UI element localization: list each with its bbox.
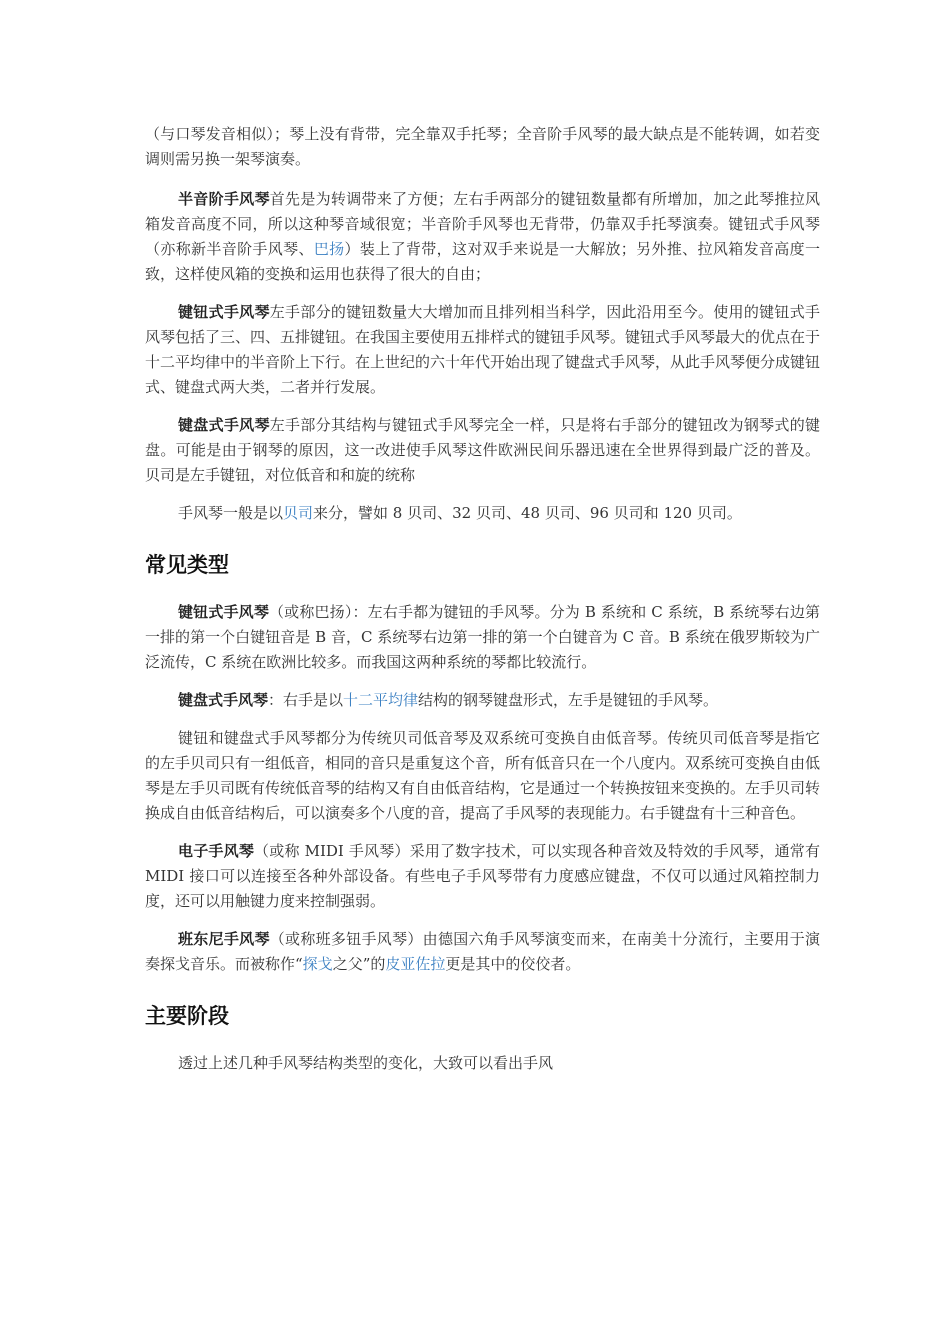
section-heading-main-stages: 主要阶段 <box>145 1004 229 1028</box>
link-piazzolla[interactable]: 皮亚佐拉 <box>385 955 446 973</box>
paragraph-text: 左手部分的键钮数量大大增加而且排列相当科学，因此沿用至今。使用的键钮式手风琴包括了三、四、五排键钮。在我国主要使用五排样式的键钮手风琴。键钮式手风琴最大的优点在于十二平均律中的半音阶上下行。在上世纪的六十年代开始出现了键盘式手风琴，从此手风琴便分成键钮式、键盘式两大类，二者并行发展。 <box>145 303 821 396</box>
term-chromatic-accordion: 半音阶手风琴 <box>178 190 270 208</box>
link-bayan[interactable]: 巴扬 <box>313 240 345 258</box>
link-bass[interactable]: 贝司 <box>283 504 314 522</box>
term-button-accordion: 键钮式手风琴 <box>178 303 270 321</box>
paragraph-text: （或称班多钮手风琴）由德国六角手风琴演变而来，在南美十分流行，主要用于演奏探戈音乐。而被称作“ <box>145 930 820 973</box>
term-piano-accordion: 键盘式手风琴 <box>178 691 269 709</box>
paragraph-button-type <box>145 600 820 675</box>
paragraph-electronic-accordion <box>145 839 820 914</box>
paragraph-keyboard-type <box>145 688 820 713</box>
paragraph-text: 之父”的 <box>332 955 386 973</box>
term-button-accordion: 键钮式手风琴 <box>178 603 269 621</box>
paragraph-diatonic-end: （与口琴发音相似）；琴上没有背带，完全靠双手托琴；全音阶手风琴的最大缺点是不能转调，如若变调则需另换一架琴演奏。 <box>145 125 820 168</box>
paragraph-text: （或称巴扬）：左右手都为键钮的手风琴。分为 B 系统和 C 系统，B 系统琴右边第一排的第一个白键钮音是 B 音，C 系统琴右边第一排的第一个白键音为 C 音。B 系统在俄罗斯较为广泛流传，C 系统在欧洲比较多。而我国这两种系统的琴都比较流行。 <box>145 603 820 671</box>
term-bandoneon: 班东尼手风琴 <box>178 930 270 948</box>
paragraph-text: 结构的钢琴键盘形式，左手是键钮的手风琴。 <box>418 691 719 709</box>
paragraph-text: ：右手是以 <box>268 691 344 709</box>
paragraph-text: ）装上了背带，这对双手来说是一大解放；另外推、拉风箱发音高度一致，这样使风箱的变换和运用也获得了很大的自由； <box>145 240 820 283</box>
paragraph-text: （或称 MIDI 手风琴）采用了数字技术，可以实现各种音效及特效的手风琴，通常有 MIDI 接口可以连接至各种外部设备。有些电子手风琴带有力度感应键盘，不仅可以通过风箱控制力度，还可以用触键力度来控制强弱。 <box>145 842 820 910</box>
link-twelve-tone-equal-temperament[interactable]: 十二平均律 <box>343 691 419 709</box>
paragraph-piano-accordion <box>145 413 820 488</box>
term-piano-accordion: 键盘式手风琴 <box>178 416 270 434</box>
paragraph-button-accordion <box>145 300 820 400</box>
section-heading-common-types: 常见类型 <box>145 553 229 577</box>
paragraph-text: 更是其中的佼佼者。 <box>445 955 581 973</box>
paragraph-text: 手风琴一般是以 <box>178 504 284 522</box>
paragraph-text: 左手部分其结构与键钮式手风琴完全一样，只是将右手部分的键钮改为钢琴式的键盘。可能是由于钢琴的原因，这一改进使手风琴这件欧洲民间乐器迅速在全世界得到最广泛的普及。 贝司是左手键钮，对位低音和和旋的统称 <box>145 416 820 484</box>
paragraph-text: 首先是为转调带来了方便；左右手两部分的键钮数量都有所增加，加之此琴推拉风箱发音高度不同，所以这种琴音域很宽；半音阶手风琴也无背带，仍靠双手托琴演奏。键钮式手风琴（亦称新半音阶手风琴、 <box>145 190 820 258</box>
document-page <box>145 122 820 1089</box>
paragraph-free-bass: 键钮和键盘式手风琴都分为传统贝司低音琴及双系统可变换自由低音琴。传统贝司低音琴是指它的左手贝司只有一组低音，相同的音只是重复这个音，所有低音只在一个八度内。双系统可变换自由低琴是左手贝司既有传统低音琴的结构又有自由低音结构，它是通过一个转换按钮来变换的。左手贝司转换成自由低音结构后，可以演奏多个八度的音，提高了手风琴的表现能力。右手键盘有十三种音色。 <box>145 729 821 822</box>
paragraph-text: 来分，譬如 8 贝司、32 贝司、48 贝司、96 贝司和 120 贝司。 <box>313 504 742 522</box>
term-electronic-accordion: 电子手风琴 <box>178 842 255 860</box>
paragraph-bass-classification <box>145 501 820 526</box>
paragraph-stages-intro: 透过上述几种手风琴结构类型的变化，大致可以看出手风 <box>178 1054 554 1072</box>
link-tango[interactable]: 探戈 <box>302 955 333 973</box>
paragraph-chromatic-accordion <box>145 187 820 287</box>
paragraph-bandoneon <box>145 927 820 977</box>
